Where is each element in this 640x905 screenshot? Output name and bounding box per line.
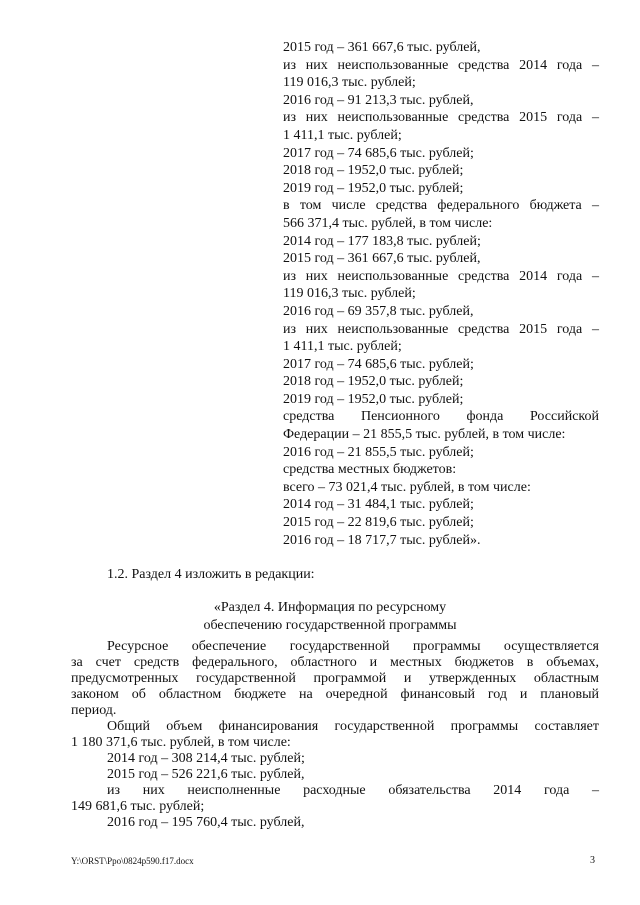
column-line: 119 016,3 тыс. рублей; bbox=[283, 75, 416, 91]
column-line: в том числе средства федерального бюджета – bbox=[283, 198, 599, 214]
column-line: из них неиспользованные средства 2015 года – bbox=[283, 110, 599, 126]
section-instruction: 1.2. Раздел 4 изложить в редакции: bbox=[107, 567, 315, 582]
column-line: 2015 год – 361 667,6 тыс. рублей, bbox=[283, 251, 481, 267]
column-line: 119 016,3 тыс. рублей; bbox=[283, 286, 416, 302]
body-line: законом об областном бюджете на очередной финансовый год и плановый bbox=[71, 687, 599, 702]
column-line: 2016 год – 69 357,8 тыс. рублей, bbox=[283, 303, 474, 319]
column-line: Федерации – 21 855,5 тыс. рублей, в том числе: bbox=[283, 427, 566, 443]
column-line: 2016 год – 21 855,5 тыс. рублей; bbox=[283, 444, 474, 460]
column-line: 2017 год – 74 685,6 тыс. рублей; bbox=[283, 356, 474, 372]
body-line: 149 681,6 тыс. рублей; bbox=[71, 799, 205, 814]
column-line: 2019 год – 1952,0 тыс. рублей; bbox=[283, 391, 464, 407]
column-line: средства местных бюджетов: bbox=[283, 462, 457, 478]
column-line: из них неиспользованные средства 2015 года – bbox=[283, 321, 599, 337]
body-line: 2016 год – 195 760,4 тыс. рублей, bbox=[107, 815, 305, 830]
column-line: из них неиспользованные средства 2014 года – bbox=[283, 57, 599, 73]
column-line: 2017 год – 74 685,6 тыс. рублей; bbox=[283, 145, 474, 161]
column-line: 566 371,4 тыс. рублей, в том числе: bbox=[283, 215, 493, 231]
column-line: средства Пенсионного фонда Российской bbox=[283, 409, 599, 425]
body-line: 2015 год – 526 221,6 тыс. рублей, bbox=[107, 767, 305, 782]
body-line: за счет средств федерального, областного и местных бюджетов в объемах, bbox=[71, 655, 599, 670]
body-line: Общий объем финансирования государственной программы составляет bbox=[107, 719, 599, 734]
body-line: предусмотренных государственной программой и утвержденных областным bbox=[71, 671, 599, 686]
column-line: 2014 год – 177 183,8 тыс. рублей; bbox=[283, 233, 481, 249]
column-line: 2014 год – 31 484,1 тыс. рублей; bbox=[283, 497, 474, 513]
section-heading bbox=[60, 599, 600, 635]
column-line: из них неиспользованные средства 2014 года – bbox=[283, 268, 599, 284]
section-body bbox=[71, 639, 599, 831]
body-line: период. bbox=[71, 703, 117, 718]
funding-breakdown-column bbox=[283, 39, 599, 549]
column-line: 2019 год – 1952,0 тыс. рублей; bbox=[283, 180, 464, 196]
section-heading-line-2: обеспечению государственной программы bbox=[203, 618, 457, 633]
column-line: 2015 год – 22 819,6 тыс. рублей; bbox=[283, 515, 474, 531]
body-line: 1 180 371,6 тыс. рублей, в том числе: bbox=[71, 735, 291, 750]
column-line: 2015 год – 361 667,6 тыс. рублей, bbox=[283, 40, 481, 55]
footer-page-number: 3 bbox=[590, 855, 595, 866]
column-line: 2018 год – 1952,0 тыс. рублей; bbox=[283, 163, 464, 179]
footer-file-path: Y:\ORST\Ppo\0824p590.f17.docx bbox=[71, 856, 194, 866]
column-line: 1 411,1 тыс. рублей; bbox=[283, 127, 402, 143]
column-line: 2016 год – 18 717,7 тыс. рублей». bbox=[283, 532, 481, 548]
section-heading-line-1: «Раздел 4. Информация по ресурсному bbox=[213, 600, 447, 615]
body-line: 2014 год – 308 214,4 тыс. рублей; bbox=[107, 751, 305, 766]
body-line: из них неисполненные расходные обязательства 2014 года – bbox=[107, 783, 599, 798]
column-line: 2016 год – 91 213,3 тыс. рублей, bbox=[283, 92, 474, 108]
body-line: Ресурсное обеспечение государственной программы осуществляется bbox=[107, 639, 599, 654]
column-line: всего – 73 021,4 тыс. рублей, в том числе: bbox=[283, 479, 531, 495]
column-line: 2018 год – 1952,0 тыс. рублей; bbox=[283, 374, 464, 390]
column-line: 1 411,1 тыс. рублей; bbox=[283, 339, 402, 355]
